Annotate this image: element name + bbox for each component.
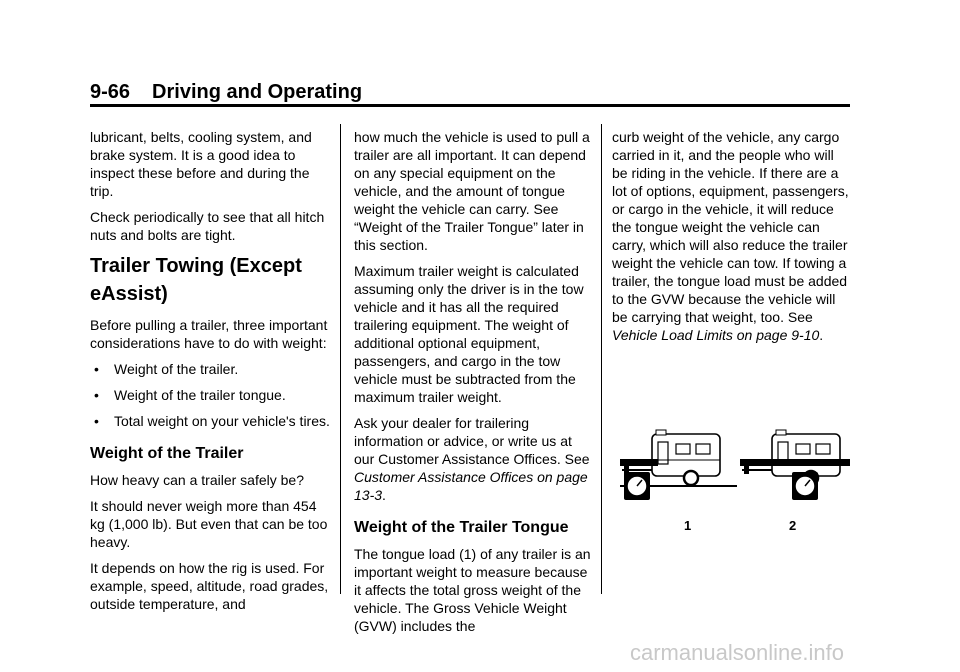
paragraph-text: .: [819, 327, 824, 343]
paragraph: Check periodically to see that all hitch nuts and bolts are tight.: [90, 209, 325, 243]
paragraph-text: curb weight of the vehicle, any cargo carried in it, and the people who will be riding in the vehicle. If there are a lot of options, equipment, passengers, or cargo in the vehicle, it will reduce the tongue weight the vehicle can carry, which will also reduce the trailer weight the vehicle can tow. If towing a trailer, the tongue load must be added to the GVW because the vehicle will be carrying that weight, too. See: [612, 129, 849, 325]
figure-label-2: 2: [789, 518, 797, 533]
list-item: [90, 412, 330, 430]
section-title: Trailer Towing (Except eAssist): [90, 255, 302, 305]
bullet-icon: •: [94, 361, 99, 377]
column-1: [90, 128, 330, 621]
chapter-title: Driving and Operating: [152, 81, 363, 103]
paragraph-text: .: [382, 487, 386, 503]
paragraph: lubricant, belts, cooling system, and brake system. It is a good idea to inspect these before and during the trip.: [90, 129, 312, 199]
paragraph: [612, 128, 852, 344]
paragraph: Before pulling a trailer, three important considerations have to do with weight:: [90, 317, 328, 351]
paragraph: Maximum trailer weight is calculated assuming only the driver is in the tow vehicle and it has all the required trailering equipment. The weight of additional optional equipment, passengers, and cargo in the tow vehicle must be subtracted from the maximum trailer weight.: [354, 263, 584, 405]
page-number: 9-66: [90, 81, 131, 103]
trailer-weight-illustration: [612, 426, 852, 536]
paragraph: [354, 414, 592, 504]
subsection-title: Weight of the Trailer Tongue: [354, 519, 569, 536]
list-item: [90, 386, 330, 404]
column-divider-1: [340, 124, 341, 594]
watermark: carmanualsonline.info: [630, 640, 845, 665]
trailer-total-scale-illustration: [740, 430, 850, 500]
paragraph: how much the vehicle is used to pull a trailer are all important. It can depend on any special equipment on the vehicle, and the amount of tongue weight the vehicle can carry. See “Weight of the Trailer Tongue” later in this section.: [354, 129, 590, 253]
column-3: [612, 128, 852, 352]
paragraph: It depends on how the rig is used. For example, speed, altitude, road grades, outside temperature, and: [90, 560, 329, 612]
bullet-icon: •: [94, 387, 99, 403]
paragraph-text: Ask your dealer for trailering information or advice, or write us at our Customer Assistance Offices. See: [354, 415, 590, 467]
weight-considerations-list: [90, 360, 330, 430]
list-item-text: Total weight on your vehicle's tires.: [114, 413, 330, 429]
page-header: [90, 80, 362, 104]
bullet-icon: •: [94, 413, 99, 429]
list-item: [90, 360, 330, 378]
column-divider-2: [601, 124, 602, 594]
header-rule: [90, 104, 850, 107]
list-item-text: Weight of the trailer.: [114, 361, 239, 377]
trailer-tongue-scale-illustration: [620, 430, 737, 500]
cross-reference-link[interactable]: Vehicle Load Limits on page 9-10: [612, 327, 820, 343]
paragraph: It should never weigh more than 454 kg (1,000 lb). But even that can be too heavy.: [90, 498, 328, 550]
paragraph: How heavy can a trailer safely be?: [90, 472, 304, 488]
subsection-title: Weight of the Trailer: [90, 445, 244, 462]
cross-reference-link[interactable]: Customer Assistance Offices on page 13-3: [354, 469, 588, 503]
paragraph: The tongue load (1) of any trailer is an important weight to measure because it affects the total gross weight of the vehicle. The Gross Vehicle Weight (GVW) includes the: [354, 546, 591, 634]
column-2: [354, 128, 592, 643]
list-item-text: Weight of the trailer tongue.: [114, 387, 286, 403]
figure-label-1: 1: [684, 518, 692, 533]
